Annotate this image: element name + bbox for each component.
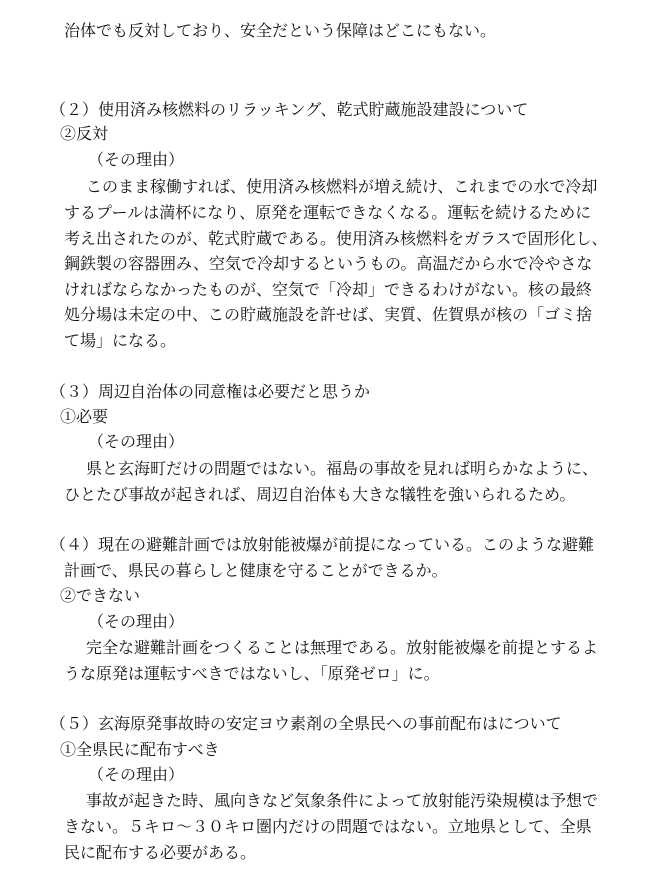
section-2-body-line: 処分場は未定の中、この貯蔵施設を許せば、実質、佐賀県が核の「ゴミ捨 [64, 305, 593, 324]
section-3-heading: （３）周辺自治体の同意権は必要だと思うか [50, 382, 371, 401]
section-3-body-line: ひとたび事故が起きれば、周辺自治体も大きな犠牲を強いられるため。 [64, 485, 576, 504]
section-4-reason-label: （その理由） [88, 612, 185, 631]
section-2-body-line: 鋼鉄製の容器囲み、空気で冷却するというもの。高温だから水で冷やさな [64, 254, 593, 273]
section-2-body-line: するプールは満杯になり、原発を運転できなくなる。運転を続けるために [64, 203, 592, 222]
section-5-body-line: 民に配布する必要がある。 [64, 843, 257, 862]
section-4-answer: ②できない [60, 586, 141, 605]
section-3-answer: ①必要 [60, 407, 109, 426]
section-3-body-line: 県と玄海町だけの問題ではない。福島の事故を見れば明らかなように、 [86, 459, 599, 478]
section-5-body-line: 事故が起きた時、風向きなど気象条件によって放射能汚染規模は予想で [86, 791, 599, 810]
section-5-heading: （５）玄海原発事故時の安定ヨウ素剤の全県民への事前配布はについて [50, 714, 562, 733]
section-4-body-line: うな原発は運転すべきではないし、「原発ゼロ」に。 [64, 664, 440, 683]
section-2-reason-label: （その理由） [88, 150, 185, 169]
section-5-body-line: きない。５キロ～３０キロ圏内だけの問題ではない。立地県として、全県 [64, 817, 592, 836]
section-2-body-line: 考え出されたのが、乾式貯蔵である。使用済み核燃料をガラスで固形化し、 [64, 229, 608, 248]
section-2-answer: ②反対 [60, 124, 109, 143]
section-2-body-line: ければならなかったものが、空気で「冷却」できるわけがない。核の最終 [64, 280, 593, 299]
section-2-body-line: このまま稼働すれば、使用済み核燃料が増え続け、これまでの水で冷却 [86, 177, 598, 196]
section-4-body-line: 完全な避難計画をつくることは無理である。放射能被爆を前提とするよ [86, 638, 599, 657]
section-2-heading: （２）使用済み核燃料のリラッキング、乾式貯蔵施設建設について [50, 100, 529, 119]
section-2-body-line: て場」になる。 [64, 331, 177, 350]
intro-line: 治体でも反対しており、安全だという保障はどこにもない。 [64, 21, 497, 40]
section-5-answer: ①全県民に配布すべき [60, 740, 220, 759]
section-4-heading: （４）現在の避難計画では放射能被爆が前提になっている。このような避難 [50, 535, 595, 554]
section-4-heading-cont: 計画で、県民の暮らしと健康を守ることができるか。 [64, 561, 448, 580]
section-5-reason-label: （その理由） [88, 765, 185, 784]
section-3-reason-label: （その理由） [88, 432, 185, 451]
